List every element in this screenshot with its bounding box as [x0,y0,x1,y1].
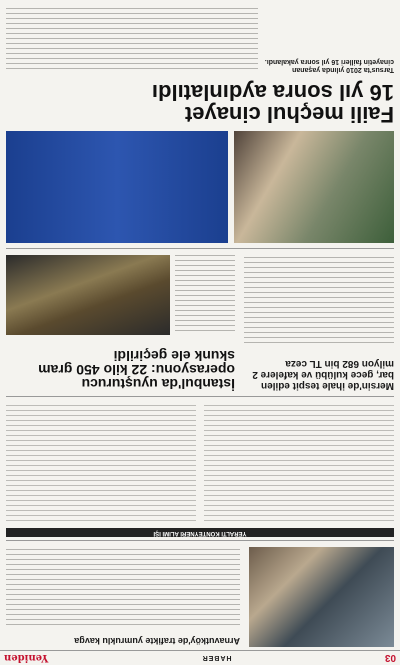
masthead: Yeniden [4,652,49,664]
middle-title-line: İstanbul'da uyuşturucu [81,376,235,392]
side-story-title: Mersin'de ihale tespit edilen bar, gece kulübü ve kafelere 2 milyon 682 bin TL ceza [252,358,394,391]
top-story-lead: Tarsus'ta 2010 yılında yaşanan cinayetin failleri 16 yıl sonra yakalandı. [264,58,394,73]
top-title-line: 16 yıl sonra aydınlatıldı [151,80,394,105]
crime-scene-photo [234,131,394,243]
divider [6,248,394,249]
notice-title: YERALTI KONTEYNERİ ALIMI İŞİ [6,528,394,537]
middle-story-title [6,349,235,391]
page-header [0,650,400,665]
side-story-body [244,255,394,347]
divider [6,396,394,397]
middle-title-line: operasyonu: 22 kilo 450 gram [38,362,235,378]
top-story-title [6,81,394,125]
top-story-body [6,7,258,73]
notice-body-left [204,403,394,525]
notice-body-right [6,403,196,525]
middle-title-line: skunk ele geçirildi [113,348,235,364]
bottom-story-body [6,549,240,629]
section-label: HABER [201,654,232,662]
seized-drugs-photo [6,255,170,335]
page-number: 03 [384,652,396,664]
traffic-fight-photo [249,547,394,647]
divider [6,540,394,541]
top-title-line: Faili meçhul cinayet [184,102,394,127]
police-banner-photo [6,131,228,243]
middle-story-body [175,255,235,335]
bottom-story-title: Arnavutköy'de trafikte yumruklu kavga [74,636,240,646]
